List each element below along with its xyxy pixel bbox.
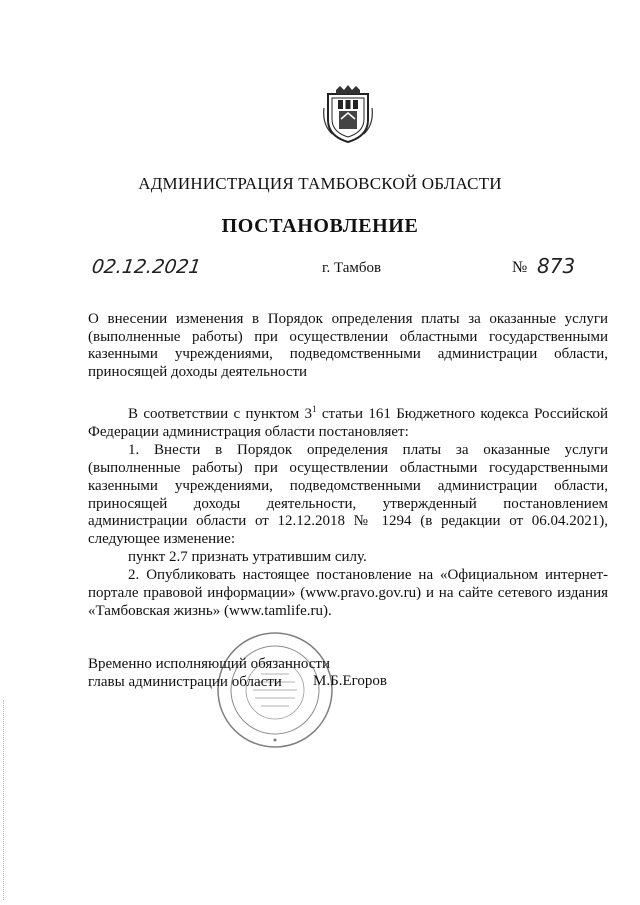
intro-text-start: В соответствии с пунктом 3 [128, 406, 313, 422]
intro-paragraph [88, 406, 608, 442]
item-2-paragraph: 2. Опубликовать настоящее постановление на «Официальном интернет-портале правовой информации» (www.pravo.gov.ru) и на сайте сетевого издания «Тамбовская жизнь» (www.tamlife.ru). [88, 567, 608, 619]
signatory-title-line-2: главы администрации области [88, 674, 282, 690]
document-body [88, 406, 608, 621]
document-number-label: № [512, 259, 528, 276]
intro-superscript: 1 [312, 404, 317, 414]
document-date: 02.12.2021 [90, 256, 203, 278]
signatory-name: М.Б.Егоров [313, 673, 387, 689]
document-city: г. Тамбов [322, 260, 382, 276]
document-type-title: ПОСТАНОВЛЕНИЕ [221, 215, 419, 237]
document-subject: О внесении изменения в Порядок определения платы за оказанные услуги (выполненные работы) при осуществлении областными государственными казенными учреждениями, подведомственными администрации области, приносящей доходы деятельности [88, 311, 608, 380]
signatory-title-line-1: Временно исполняющий обязанности [88, 656, 331, 672]
intro-text-end: статьи 161 Бюджетного кодекса Российской Федерации администрация области постановляет: [88, 406, 608, 440]
item-1-subparagraph: пункт 2.7 признать утратившим силу. [128, 549, 367, 566]
item-1-paragraph: 1. Внести в Порядок определения платы за оказанные услуги (выполненные работы) при осуществлении областными государственными казенными учреждениями, подведомственными администрации области, приносящей доходы деятельности, утвержденный постановлением администрации области от 12.12.2018 № 1294 (в редакции от 06.04.2021), следующее изменение: [88, 441, 608, 548]
organization-title: АДМИНИСТРАЦИЯ ТАМБОВСКОЙ ОБЛАСТИ [138, 174, 502, 193]
signatory-title [88, 655, 330, 691]
coat-of-arms-emblem [322, 84, 374, 146]
document-number: 873 [537, 254, 576, 278]
scan-edge-marks [3, 700, 6, 900]
